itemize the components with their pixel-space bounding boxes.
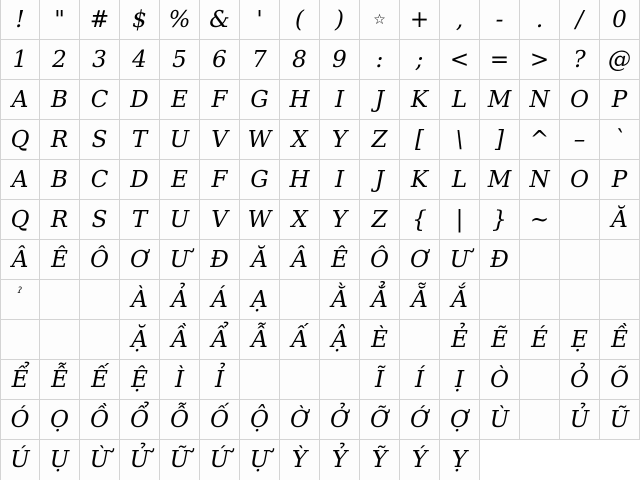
glyph-cell[interactable]: K bbox=[400, 160, 440, 200]
glyph-cell[interactable]: Ỗ bbox=[160, 400, 200, 440]
grid-void-area bbox=[600, 440, 640, 480]
glyph-cell[interactable]: Ừ bbox=[80, 440, 120, 480]
glyph-cell[interactable]: Ư bbox=[160, 240, 200, 280]
glyph-cell[interactable]: Q bbox=[0, 200, 40, 240]
glyph-cell[interactable]: Ơ bbox=[120, 240, 160, 280]
glyph-cell[interactable]: Ê bbox=[40, 240, 80, 280]
glyph-cell[interactable]: Ợ bbox=[440, 400, 480, 440]
glyph-cell[interactable]: ? bbox=[560, 40, 600, 80]
glyph-cell[interactable]: V bbox=[200, 200, 240, 240]
empty-glyph-cell[interactable] bbox=[80, 320, 120, 360]
glyph-cell[interactable]: Ẻ bbox=[440, 320, 480, 360]
empty-glyph-cell[interactable] bbox=[600, 240, 640, 280]
glyph-cell[interactable]: Ỵ bbox=[440, 440, 480, 480]
glyph-cell[interactable]: , bbox=[440, 0, 480, 40]
glyph-cell[interactable]: Ơ bbox=[400, 240, 440, 280]
empty-glyph-cell[interactable] bbox=[520, 400, 560, 440]
glyph-cell[interactable]: S bbox=[80, 200, 120, 240]
glyph-cell[interactable]: Ấ bbox=[280, 320, 320, 360]
empty-glyph-cell[interactable] bbox=[80, 280, 120, 320]
glyph-cell[interactable]: | bbox=[440, 200, 480, 240]
glyph-cell[interactable]: W bbox=[240, 200, 280, 240]
empty-glyph-cell[interactable] bbox=[560, 240, 600, 280]
glyph-cell[interactable]: S bbox=[80, 120, 120, 160]
glyph-cell[interactable]: 6 bbox=[200, 40, 240, 80]
glyph-cell[interactable]: Ô bbox=[360, 240, 400, 280]
glyph-cell[interactable]: . bbox=[520, 0, 560, 40]
glyph-cell[interactable]: Ý bbox=[400, 440, 440, 480]
glyph-cell[interactable]: - bbox=[480, 0, 520, 40]
glyph-cell[interactable]: È bbox=[360, 320, 400, 360]
empty-glyph-cell[interactable] bbox=[40, 280, 80, 320]
glyph-cell[interactable]: É bbox=[520, 320, 560, 360]
glyph-cell[interactable]: Z bbox=[360, 120, 400, 160]
glyph-cell[interactable]: 1 bbox=[0, 40, 40, 80]
glyph-cell[interactable]: F bbox=[200, 80, 240, 120]
glyph-cell[interactable]: E bbox=[160, 80, 200, 120]
glyph-cell[interactable]: } bbox=[480, 200, 520, 240]
empty-glyph-cell[interactable] bbox=[520, 280, 560, 320]
glyph-cell[interactable]: P bbox=[600, 160, 640, 200]
glyph-cell[interactable]: N bbox=[520, 80, 560, 120]
glyph-cell[interactable]: I bbox=[320, 80, 360, 120]
glyph-cell[interactable]: Ẽ bbox=[480, 320, 520, 360]
glyph-cell[interactable]: % bbox=[160, 0, 200, 40]
glyph-cell[interactable]: Q bbox=[0, 120, 40, 160]
glyph-cell[interactable]: ˀ bbox=[0, 280, 40, 320]
glyph-cell[interactable]: ^ bbox=[520, 120, 560, 160]
glyph-cell[interactable]: X bbox=[280, 200, 320, 240]
empty-glyph-cell[interactable] bbox=[40, 320, 80, 360]
glyph-cell[interactable]: Ớ bbox=[400, 400, 440, 440]
glyph-cell[interactable]: Ề bbox=[600, 320, 640, 360]
glyph-cell[interactable]: Ẹ bbox=[560, 320, 600, 360]
glyph-cell[interactable]: – bbox=[560, 120, 600, 160]
glyph-cell[interactable]: U bbox=[160, 120, 200, 160]
empty-glyph-cell[interactable] bbox=[280, 360, 320, 400]
glyph-cell[interactable]: ☆ bbox=[360, 0, 400, 40]
glyph-cell[interactable]: Í bbox=[400, 360, 440, 400]
empty-glyph-cell[interactable] bbox=[0, 320, 40, 360]
glyph-cell[interactable]: 9 bbox=[320, 40, 360, 80]
glyph-cell[interactable]: Ẫ bbox=[240, 320, 280, 360]
glyph-cell[interactable]: K bbox=[400, 80, 440, 120]
glyph-cell[interactable]: J bbox=[360, 160, 400, 200]
empty-glyph-cell[interactable] bbox=[520, 240, 560, 280]
glyph-cell[interactable]: M bbox=[480, 80, 520, 120]
glyph-cell[interactable]: H bbox=[280, 160, 320, 200]
glyph-cell[interactable]: T bbox=[120, 120, 160, 160]
glyph-cell[interactable]: P bbox=[600, 80, 640, 120]
glyph-cell[interactable]: X bbox=[280, 120, 320, 160]
glyph-cell[interactable]: Ở bbox=[320, 400, 360, 440]
glyph-cell[interactable]: Ổ bbox=[120, 400, 160, 440]
glyph-cell[interactable]: 0 bbox=[600, 0, 640, 40]
glyph-cell[interactable]: : bbox=[360, 40, 400, 80]
glyph-cell[interactable]: A bbox=[0, 80, 40, 120]
glyph-cell[interactable]: Ễ bbox=[40, 360, 80, 400]
glyph-cell[interactable]: Ụ bbox=[40, 440, 80, 480]
glyph-cell[interactable]: Đ bbox=[200, 240, 240, 280]
glyph-cell[interactable]: C bbox=[80, 160, 120, 200]
glyph-cell[interactable]: { bbox=[400, 200, 440, 240]
glyph-cell[interactable]: Ứ bbox=[200, 440, 240, 480]
glyph-cell[interactable]: ) bbox=[320, 0, 360, 40]
glyph-cell[interactable]: Ò bbox=[480, 360, 520, 400]
glyph-cell[interactable]: Ự bbox=[240, 440, 280, 480]
glyph-cell[interactable]: Đ bbox=[480, 240, 520, 280]
glyph-cell[interactable]: Á bbox=[200, 280, 240, 320]
glyph-cell[interactable]: B bbox=[40, 80, 80, 120]
glyph-cell[interactable]: Ũ bbox=[600, 400, 640, 440]
empty-glyph-cell[interactable] bbox=[600, 280, 640, 320]
glyph-cell[interactable]: $ bbox=[120, 0, 160, 40]
glyph-cell[interactable]: D bbox=[120, 160, 160, 200]
glyph-cell[interactable]: Ô bbox=[80, 240, 120, 280]
empty-glyph-cell[interactable] bbox=[320, 360, 360, 400]
glyph-cell[interactable]: A bbox=[0, 160, 40, 200]
glyph-cell[interactable]: Õ bbox=[600, 360, 640, 400]
glyph-cell[interactable]: F bbox=[200, 160, 240, 200]
empty-glyph-cell[interactable] bbox=[560, 280, 600, 320]
glyph-cell[interactable]: # bbox=[80, 0, 120, 40]
glyph-cell[interactable]: Ỡ bbox=[360, 400, 400, 440]
empty-glyph-cell[interactable] bbox=[400, 320, 440, 360]
glyph-cell[interactable]: Y bbox=[320, 200, 360, 240]
glyph-cell[interactable]: T bbox=[120, 200, 160, 240]
glyph-cell[interactable]: 5 bbox=[160, 40, 200, 80]
glyph-cell[interactable]: ` bbox=[600, 120, 640, 160]
glyph-cell[interactable]: Ờ bbox=[280, 400, 320, 440]
glyph-cell[interactable]: Ể bbox=[0, 360, 40, 400]
glyph-cell[interactable]: L bbox=[440, 80, 480, 120]
glyph-cell[interactable]: ] bbox=[480, 120, 520, 160]
glyph-cell[interactable]: E bbox=[160, 160, 200, 200]
glyph-cell[interactable]: Ằ bbox=[320, 280, 360, 320]
glyph-cell[interactable]: Ĩ bbox=[360, 360, 400, 400]
glyph-cell[interactable]: = bbox=[480, 40, 520, 80]
glyph-cell[interactable]: > bbox=[520, 40, 560, 80]
glyph-cell[interactable]: Ữ bbox=[160, 440, 200, 480]
glyph-cell[interactable]: ! bbox=[0, 0, 40, 40]
glyph-cell[interactable]: Ì bbox=[160, 360, 200, 400]
glyph-cell[interactable]: 7 bbox=[240, 40, 280, 80]
glyph-cell[interactable]: M bbox=[480, 160, 520, 200]
glyph-cell[interactable]: U bbox=[160, 200, 200, 240]
glyph-cell[interactable]: Ẩ bbox=[200, 320, 240, 360]
glyph-cell[interactable]: I bbox=[320, 160, 360, 200]
glyph-cell[interactable]: À bbox=[120, 280, 160, 320]
glyph-cell[interactable]: 2 bbox=[40, 40, 80, 80]
glyph-cell[interactable]: V bbox=[200, 120, 240, 160]
glyph-cell[interactable]: Ẳ bbox=[360, 280, 400, 320]
glyph-cell[interactable]: Ê bbox=[320, 240, 360, 280]
glyph-cell[interactable]: C bbox=[80, 80, 120, 120]
glyph-cell[interactable]: @ bbox=[600, 40, 640, 80]
glyph-cell[interactable]: Ố bbox=[200, 400, 240, 440]
glyph-cell[interactable]: Ủ bbox=[560, 400, 600, 440]
glyph-cell[interactable]: Â bbox=[280, 240, 320, 280]
glyph-cell[interactable]: Ó bbox=[0, 400, 40, 440]
glyph-cell[interactable]: Ệ bbox=[120, 360, 160, 400]
grid-void-area bbox=[480, 440, 520, 480]
glyph-cell[interactable]: Ạ bbox=[240, 280, 280, 320]
glyph-cell[interactable]: Ậ bbox=[320, 320, 360, 360]
glyph-cell[interactable]: G bbox=[240, 160, 280, 200]
glyph-cell[interactable]: [ bbox=[400, 120, 440, 160]
glyph-cell[interactable]: 4 bbox=[120, 40, 160, 80]
glyph-cell[interactable]: Ú bbox=[0, 440, 40, 480]
glyph-cell[interactable]: Ư bbox=[440, 240, 480, 280]
glyph-cell[interactable]: Ù bbox=[480, 400, 520, 440]
glyph-cell[interactable]: Ẵ bbox=[400, 280, 440, 320]
grid-void-area bbox=[560, 440, 600, 480]
glyph-cell[interactable]: Ỷ bbox=[320, 440, 360, 480]
glyph-cell[interactable]: / bbox=[560, 0, 600, 40]
glyph-cell[interactable]: R bbox=[40, 200, 80, 240]
glyph-cell[interactable]: Ỳ bbox=[280, 440, 320, 480]
glyph-cell[interactable]: H bbox=[280, 80, 320, 120]
glyph-cell[interactable]: W bbox=[240, 120, 280, 160]
grid-void-area bbox=[520, 440, 560, 480]
empty-glyph-cell[interactable] bbox=[520, 360, 560, 400]
glyph-cell[interactable]: ~ bbox=[520, 200, 560, 240]
glyph-cell[interactable]: ( bbox=[280, 0, 320, 40]
glyph-cell[interactable]: Ỉ bbox=[200, 360, 240, 400]
glyph-cell[interactable]: Ử bbox=[120, 440, 160, 480]
glyph-cell[interactable]: < bbox=[440, 40, 480, 80]
glyph-cell[interactable]: & bbox=[200, 0, 240, 40]
glyph-cell[interactable]: Â bbox=[0, 240, 40, 280]
glyph-cell[interactable]: N bbox=[520, 160, 560, 200]
glyph-cell[interactable]: ' bbox=[240, 0, 280, 40]
glyph-cell[interactable]: R bbox=[40, 120, 80, 160]
glyph-cell[interactable]: 3 bbox=[80, 40, 120, 80]
glyph-cell[interactable]: L bbox=[440, 160, 480, 200]
glyph-cell[interactable]: Ế bbox=[80, 360, 120, 400]
glyph-cell[interactable]: \ bbox=[440, 120, 480, 160]
glyph-cell[interactable]: ; bbox=[400, 40, 440, 80]
empty-glyph-cell[interactable] bbox=[480, 280, 520, 320]
glyph-cell[interactable]: D bbox=[120, 80, 160, 120]
glyph-cell[interactable]: O bbox=[560, 160, 600, 200]
glyph-cell[interactable]: Ầ bbox=[160, 320, 200, 360]
glyph-cell[interactable]: + bbox=[400, 0, 440, 40]
glyph-cell[interactable]: G bbox=[240, 80, 280, 120]
glyph-cell[interactable]: Ă bbox=[240, 240, 280, 280]
empty-glyph-cell[interactable] bbox=[560, 200, 600, 240]
glyph-cell[interactable]: Ỏ bbox=[560, 360, 600, 400]
glyph-cell[interactable]: Ả bbox=[160, 280, 200, 320]
glyph-cell[interactable]: " bbox=[40, 0, 80, 40]
glyph-cell[interactable]: Ị bbox=[440, 360, 480, 400]
glyph-cell[interactable]: Ặ bbox=[120, 320, 160, 360]
glyph-cell[interactable]: Ọ bbox=[40, 400, 80, 440]
glyph-cell[interactable]: Y bbox=[320, 120, 360, 160]
glyph-cell[interactable]: Ộ bbox=[240, 400, 280, 440]
glyph-cell[interactable]: Ắ bbox=[440, 280, 480, 320]
glyph-cell[interactable]: Z bbox=[360, 200, 400, 240]
glyph-cell[interactable]: Ỹ bbox=[360, 440, 400, 480]
glyph-cell[interactable]: O bbox=[560, 80, 600, 120]
empty-glyph-cell[interactable] bbox=[240, 360, 280, 400]
glyph-cell[interactable]: J bbox=[360, 80, 400, 120]
glyph-cell[interactable]: 8 bbox=[280, 40, 320, 80]
glyph-cell[interactable]: B bbox=[40, 160, 80, 200]
glyph-cell[interactable]: Ă bbox=[600, 200, 640, 240]
empty-glyph-cell[interactable] bbox=[280, 280, 320, 320]
glyph-cell[interactable]: Ồ bbox=[80, 400, 120, 440]
